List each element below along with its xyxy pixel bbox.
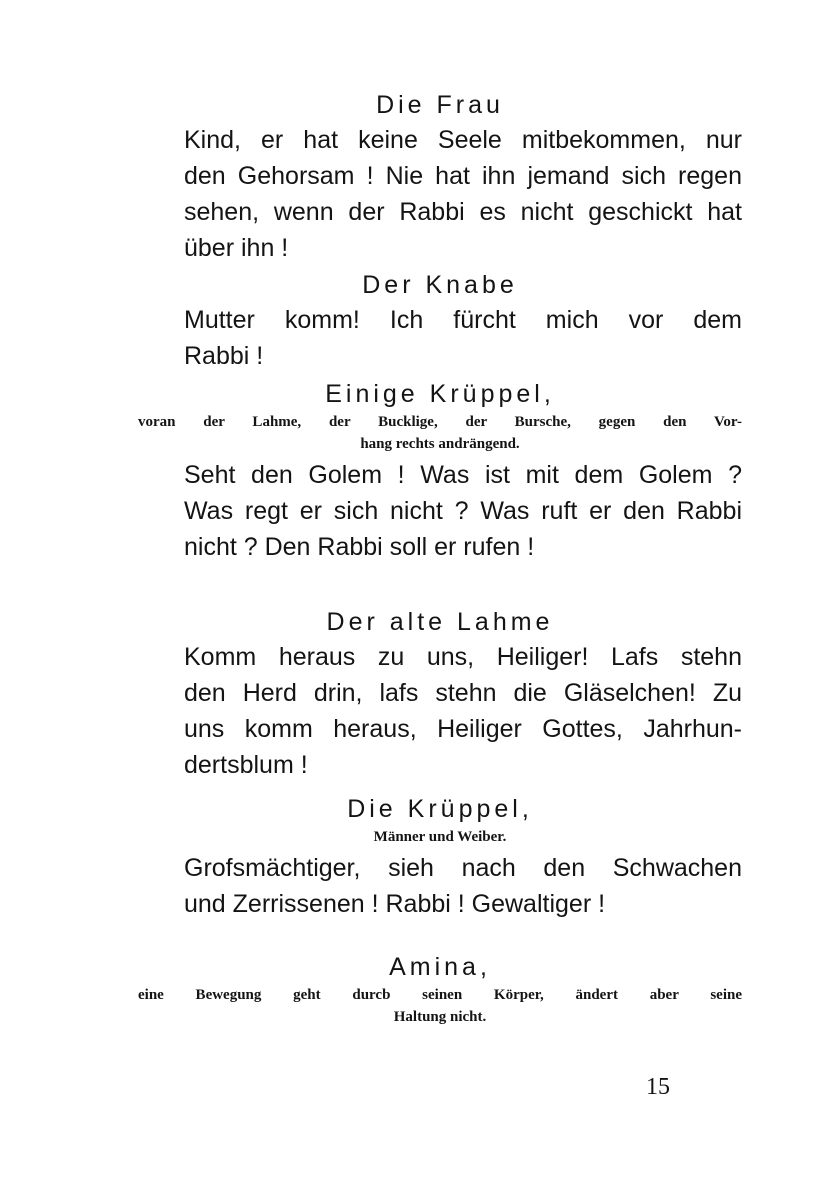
speech-line: sehen, wenn der Rabbi es nicht geschickt hat bbox=[184, 198, 742, 226]
stage-direction-line: voran der Lahme, der Bucklige, der Bursche, gegen den Vor- bbox=[138, 414, 742, 430]
speech-text bbox=[138, 302, 742, 374]
speech-line: Grofsmächtiger, sieh nach den Schwachen bbox=[184, 854, 742, 882]
speech-line: Mutter komm! Ich fürcht mich vor dem bbox=[184, 306, 742, 334]
dialogue-block-die-frau bbox=[138, 88, 742, 266]
speaker-name: Der Knabe bbox=[362, 271, 518, 299]
stage-direction-line: hang rechts andrängend. bbox=[360, 436, 520, 452]
speech-text bbox=[138, 122, 742, 266]
stage-direction-line: Haltung nicht. bbox=[393, 1009, 487, 1025]
page-number: 15 bbox=[646, 1074, 670, 1100]
speech-line: dertsblum ! bbox=[184, 751, 308, 779]
speech-text bbox=[138, 639, 742, 783]
speech-line: den Gehorsam ! Nie hat ihn jemand sich regen bbox=[184, 162, 742, 190]
speech-line: Komm heraus zu uns, Heiliger! Lafs stehn bbox=[184, 643, 742, 671]
speech-line: uns komm heraus, Heiliger Gottes, Jahrhun- bbox=[184, 715, 742, 743]
speech-line: Rabbi ! bbox=[184, 342, 264, 370]
dialogue-block-der-alte-lahme bbox=[138, 605, 742, 783]
speech-line: Kind, er hat keine Seele mitbekommen, nur bbox=[184, 126, 742, 154]
stage-direction-line: Männer und Weiber. bbox=[373, 829, 507, 845]
speaker-name: Die Frau bbox=[376, 91, 504, 119]
speech-text bbox=[138, 457, 742, 565]
speech-line: Was regt er sich nicht ? Was ruft er den Rabbi bbox=[184, 497, 742, 525]
dialogue-block-amina bbox=[138, 950, 742, 1028]
dialogue-block-einige-krueppel bbox=[138, 377, 742, 565]
speech-line: nicht ? Den Rabbi soll er rufen ! bbox=[184, 533, 535, 561]
speaker-name: Einige Krüppel, bbox=[325, 380, 555, 408]
speaker-name: Die Krüppel, bbox=[347, 795, 533, 823]
dialogue-block-die-krueppel bbox=[138, 792, 742, 922]
speaker-name: Amina, bbox=[389, 953, 491, 981]
speaker-name: Der alte Lahme bbox=[326, 608, 554, 636]
dialogue-block-der-knabe bbox=[138, 268, 742, 374]
speech-text bbox=[138, 850, 742, 922]
stage-direction-line: eine Bewegung geht durcb seinen Körper, ändert aber seine bbox=[138, 987, 742, 1003]
speech-line: über ihn ! bbox=[184, 234, 289, 262]
speech-line: Seht den Golem ! Was ist mit dem Golem ? bbox=[184, 461, 742, 489]
speech-line: und Zerrissenen ! Rabbi ! Gewaltiger ! bbox=[184, 890, 606, 918]
speech-line: den Herd drin, lafs stehn die Gläselchen! Zu bbox=[184, 679, 742, 707]
